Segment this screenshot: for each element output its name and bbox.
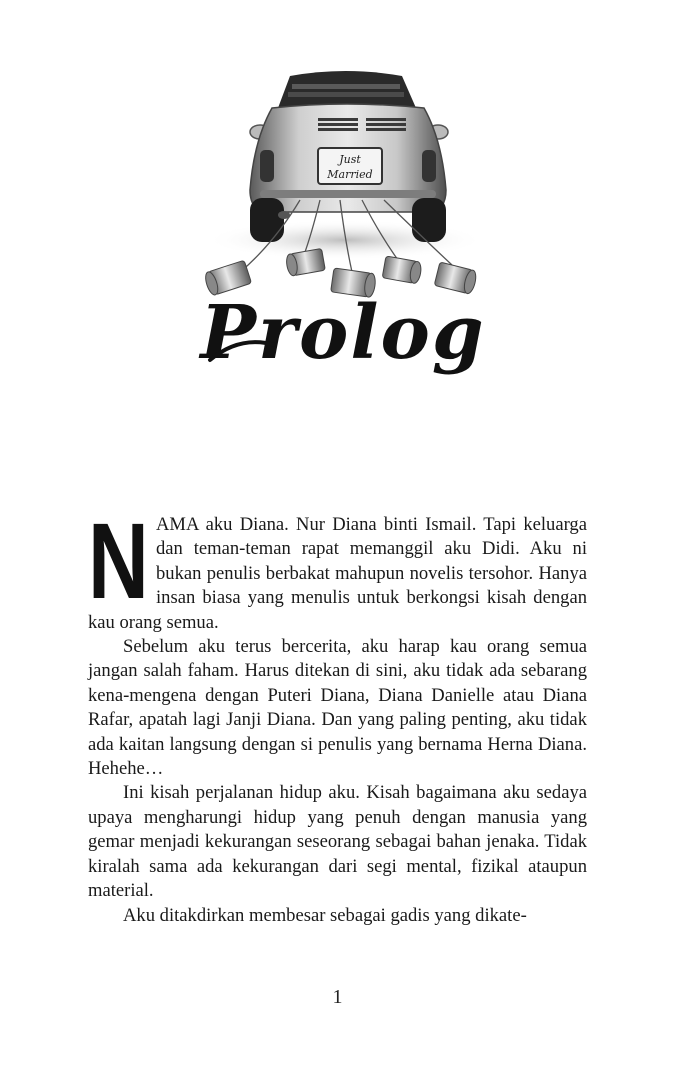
paragraph-3: Ini kisah perjalanan hidup aku. Kisah bagaimana aku sedaya upaya mengharungi hidup yang penuh dengan manusia yang gemar menjadi kekurangan seseorang sebagai bahan jenaka. Tidak kiralah sama ada kekurangan dari segi mental, fizikal ataupun material. [88,782,587,902]
left-taillight [260,150,274,182]
car-roof [278,71,416,108]
chapter-illustration [180,60,500,420]
page-number: 1 [332,986,343,1008]
left-wheel [250,198,284,242]
plate-text-line2: Married [327,168,373,181]
paragraph-2: Sebelum aku terus bercerita, aku harap kau orang semua jangan salah faham. Harus ditekan di sini, aku tidak ada sebarang kena-mengena dengan Puteri Diana, Diana Danielle atau Diana Rafar, apatah lagi Janji Diana. Dan yang paling penting, aku tidak ada kaitan langsung dengan si penulis yang bernama Herna Diana. Hehehe… [88,636,587,780]
bumper [260,190,436,198]
chapter-heading: Prolog [200,290,486,376]
paragraph-4: Aku ditakdirkan membesar sebagai gadis yang dikate- [123,904,527,926]
right-taillight [422,150,436,182]
paragraph-1 [88,500,587,635]
drop-cap: N [88,500,149,621]
paragraph-1-text: AMA aku Diana. Nur Diana binti Ismail. Tapi keluarga dan teman-teman rapat memanggil aku Didi. Aku ni bukan penulis berbakat mahupun novelis tersohor. Hanya insan biasa yang menulis untuk berkongsi kisah dengan kau orang semua. [88,514,587,633]
right-wheel [412,198,446,242]
just-married-car-illustration [180,60,500,420]
chapter-body [88,500,587,928]
plate-text-line1: Just [339,153,361,166]
